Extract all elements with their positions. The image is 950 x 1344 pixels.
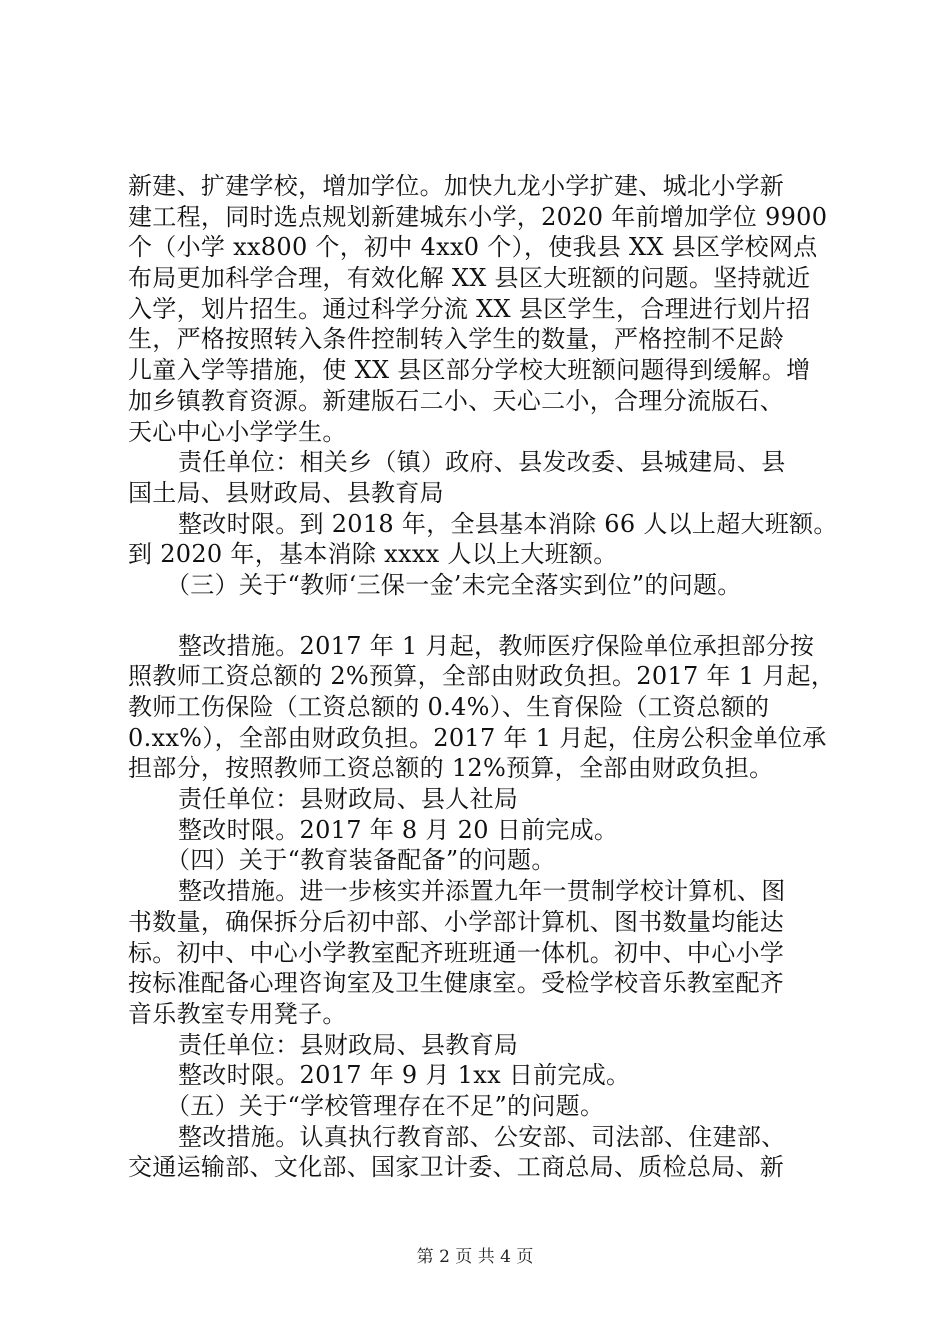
body-line: 建工程，同时选点规划新建城东小学，2020 年前增加学位 9900: [128, 202, 828, 231]
body-line: 0.xx%），全部由财政负担。2017 年 1 月起，住房公积金单位承: [128, 723, 827, 752]
responsible-unit-line: 责任单位：县财政局、县人社局: [178, 785, 519, 814]
body-line: 加乡镇教育资源。新建版石二小、天心二小，合理分流版石、: [128, 386, 785, 415]
body-line: 书数量，确保拆分后初中部、小学部计算机、图书数量均能达: [128, 907, 785, 936]
measures-line: 整改措施。认真执行教育部、公安部、司法部、住建部、: [178, 1122, 786, 1151]
body-line: 标。初中、中心小学教室配齐班班通一体机。初中、中心小学: [128, 938, 785, 967]
body-line: 照教师工资总额的 2%预算，全部由财政负担。2017 年 1 月起，: [128, 662, 836, 691]
body-line: 入学，划片招生。通过科学分流 XX 县区学生，合理进行划片招: [128, 294, 811, 323]
body-line: 教师工伤保险（工资总额的 0.4%）、生育保险（工资总额的: [128, 693, 770, 721]
body-line: 天心中心小学学生。: [128, 417, 347, 446]
responsible-unit-line: 责任单位：县财政局、县教育局: [178, 1030, 519, 1059]
deadline-line: 整改时限。2017 年 9 月 1xx 日前完成。: [178, 1061, 631, 1090]
page-number-footer: 第 2 页 共 4 页: [416, 1247, 534, 1267]
body-line: 生，严格按照转入条件控制转入学生的数量，严格控制不足龄: [128, 325, 785, 354]
body-line: 交通运输部、文化部、国家卫计委、工商总局、质检总局、新: [128, 1153, 785, 1182]
body-line: 儿童入学等措施，使 XX 县区部分学校大班额问题得到缓解。增: [128, 356, 811, 385]
body-line: 国土局、县财政局、县教育局: [128, 478, 444, 507]
blank-line: [128, 601, 840, 631]
deadline-line: 整改时限。2017 年 8 月 20 日前完成。: [178, 815, 619, 844]
body-line: 音乐教室专用凳子。: [128, 999, 347, 1028]
body-line: 到 2020 年，基本消除 xxxx 人以上大班额。: [128, 540, 618, 569]
section-heading: （五）关于“学校管理存在不足”的问题。: [166, 1091, 605, 1120]
body-line: 担部分，按照教师工资总额的 12%预算，全部由财政负担。: [128, 754, 774, 783]
measures-line: 整改措施。2017 年 1 月起，教师医疗保险单位承担部分按: [178, 631, 815, 660]
deadline-line: 整改时限。到 2018 年，全县基本消除 66 人以上超大班额。: [178, 509, 838, 538]
document-body: [128, 171, 840, 1183]
responsible-unit-line: 责任单位：相关乡（镇）政府、县发改委、县城建局、县: [178, 448, 786, 477]
body-line: 个（小学 xx800 个，初中 4xx0 个），使我县 XX 县区学校网点: [128, 233, 818, 262]
body-line: 按标准配备心理咨询室及卫生健康室。受检学校音乐教室配齐: [128, 969, 785, 998]
measures-line: 整改措施。进一步核实并添置九年一贯制学校计算机、图: [178, 877, 786, 906]
section-heading: （四）关于“教育装备配备”的问题。: [166, 846, 556, 875]
body-line: 布局更加科学合理，有效化解 XX 县区大班额的问题。坚持就近: [128, 264, 811, 293]
section-heading: （三）关于“教师‘三保一金’未完全落实到位”的问题。: [166, 570, 742, 599]
body-line: 新建、扩建学校，增加学位。加快九龙小学扩建、城北小学新: [128, 172, 785, 200]
